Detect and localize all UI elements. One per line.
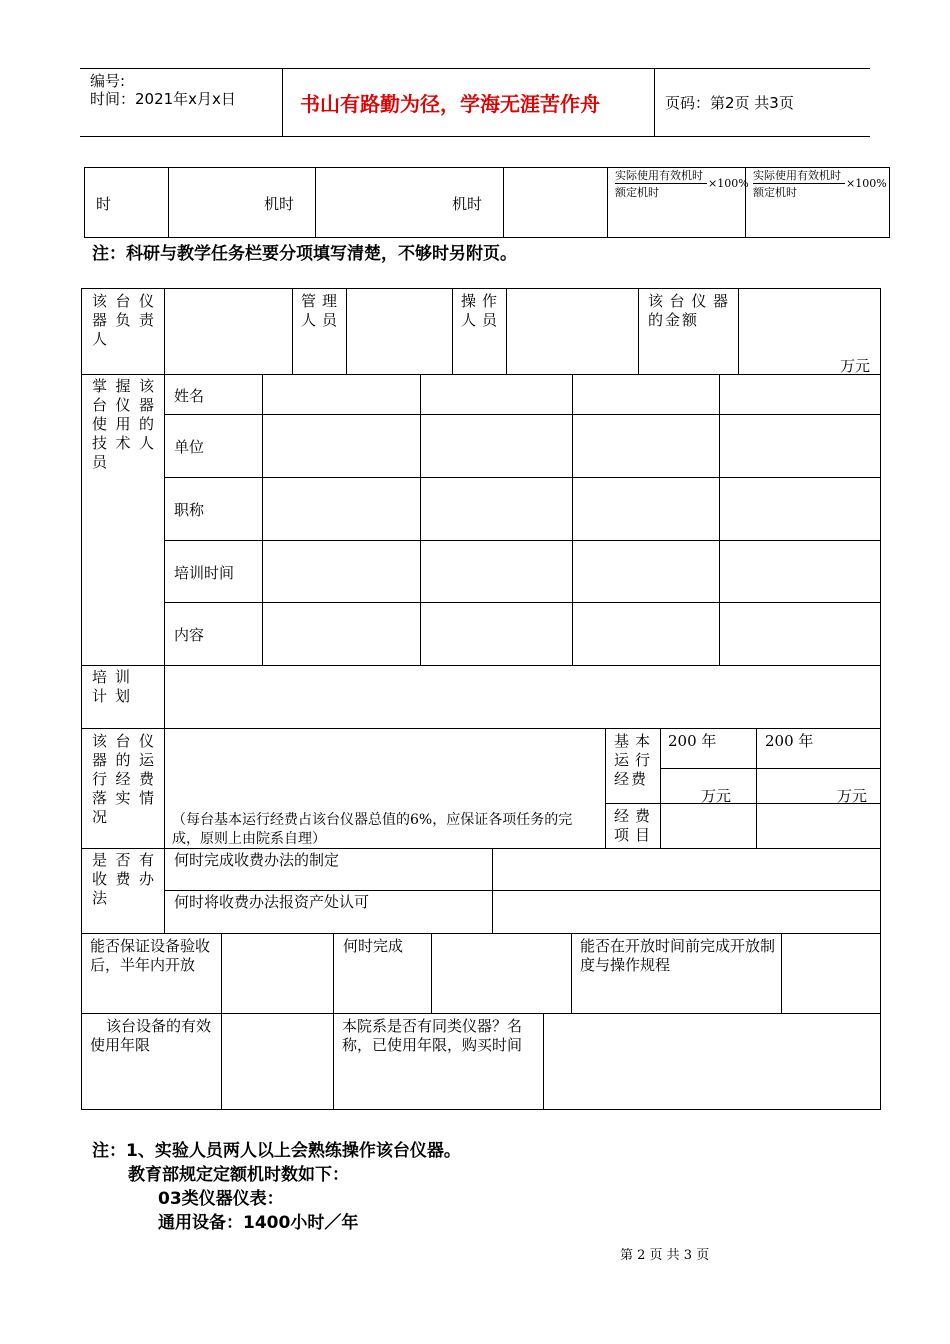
footnote-line-1: 注：1、实验人员两人以上会熟练操作该台仪器。 xyxy=(92,1141,461,1161)
staff-row-unit: 单位 xyxy=(174,438,205,456)
top-col-machine-hours-1: 机时 xyxy=(264,195,295,213)
page-footer: 第 2 页 共 3 页 xyxy=(620,1248,710,1263)
similar-instrument-label: 本院系是否有同类仪器？名称，已使用年限，购买时间 xyxy=(342,1017,523,1054)
funding-unit-2: 万元 xyxy=(837,787,868,805)
staff-row-name: 姓名 xyxy=(174,387,205,405)
footnote-line-2: 教育部规定定额机时数如下： xyxy=(128,1165,349,1185)
page-info: 页码：第2页 共3页 xyxy=(665,94,794,112)
amount-unit: 万元 xyxy=(840,357,871,375)
funding-note: （每台基本运行经费占该台仪器总值的6%，应保证各项任务的完成，原则上由院系自理） xyxy=(172,812,573,847)
basic-funding-label: 基本运行经费 xyxy=(614,732,652,788)
tech-staff-label: 掌握该台仪器使用的技术人员 xyxy=(92,377,156,471)
fee-when-made: 何时完成收费办法的制定 xyxy=(174,851,340,869)
responsible-label: 该台仪器负责人 xyxy=(92,292,156,348)
amount-label: 该台仪器的金额 xyxy=(648,292,730,329)
funding-label: 该台仪器的运行经费落实情况 xyxy=(92,732,156,826)
funding-unit-1: 万元 xyxy=(701,787,732,805)
when-done-label: 何时完成 xyxy=(343,937,404,955)
top-col-machine-hours-2: 机时 xyxy=(452,195,483,213)
funding-year-2: 200 年 xyxy=(765,732,814,750)
staff-row-title: 职称 xyxy=(174,501,205,519)
staff-row-training-time: 培训时间 xyxy=(174,564,235,582)
footnote-line-3: 03类仪器仪表： xyxy=(158,1189,284,1209)
motto: 书山有路勤为径，学海无涯苦作舟 xyxy=(300,92,600,116)
open-rules-label: 能否在开放时间前完成开放制度与操作规程 xyxy=(580,937,776,974)
fee-when-approved: 何时将收费办法报资产处认可 xyxy=(174,893,370,911)
number-label: 编号: xyxy=(90,72,126,90)
funding-item-label: 经费项目 xyxy=(614,807,652,844)
operator-label: 操作人员 xyxy=(461,292,499,329)
time-label: 时间：2021年x月x日 xyxy=(90,90,236,108)
top-col-time: 时 xyxy=(96,195,112,213)
manager-label: 管理人员 xyxy=(301,292,339,329)
open-label: 能否保证设备验收后，半年内开放 xyxy=(90,937,211,974)
staff-row-content: 内容 xyxy=(174,626,205,644)
fee-label: 是否有收费办法 xyxy=(92,851,156,907)
funding-year-1: 200 年 xyxy=(668,732,717,750)
note-task-columns: 注：科研与教学任务栏要分项填写清楚，不够时另附页。 xyxy=(92,244,517,264)
footnote-line-4: 通用设备：1400小时／年 xyxy=(158,1213,359,1233)
training-plan-label: 培训计划 xyxy=(92,668,132,705)
service-life-label: 该台设备的有效使用年限 xyxy=(90,1017,212,1054)
